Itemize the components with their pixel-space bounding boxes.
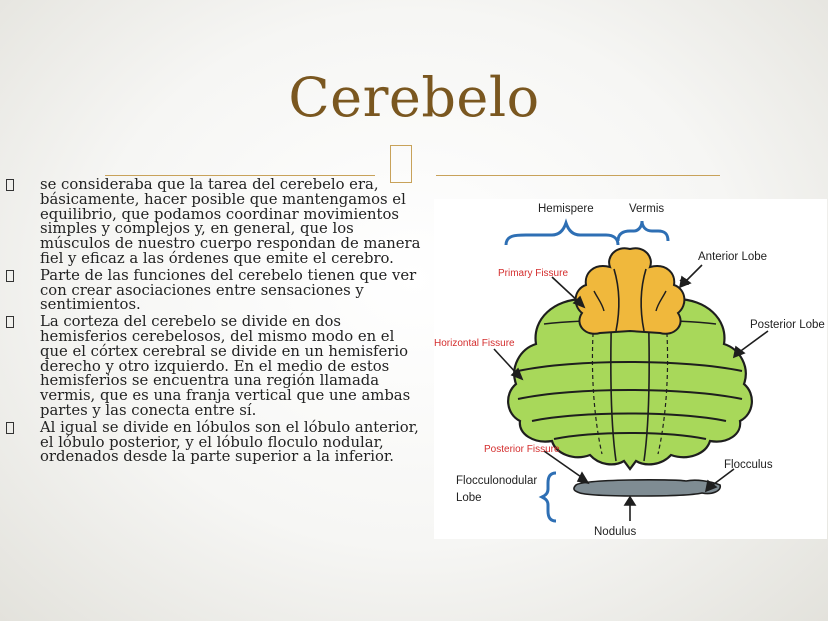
bullet-text: Al igual se divide en lóbulos son el lóbulo anterior, el lóbulo posterior, y el lóbulo floculo nodular, ordenados desde la parte superior a la inferior. [40, 418, 419, 466]
label-hemisphere: Hemispere [538, 203, 594, 215]
slide-title: Cerebelo [288, 66, 540, 129]
title-rule-right [436, 175, 720, 176]
anterior-lobe-shape [576, 248, 685, 334]
bullet-item [6, 266, 426, 314]
label-horizontal-fissure: Horizontal Fissure [434, 338, 515, 349]
bullet-icon [6, 179, 14, 191]
label-primary-fissure: Primary Fissure [498, 268, 569, 279]
hemisphere-brace [506, 223, 618, 245]
bullet-text: se consideraba que la tarea del cerebelo era, básicamente, hacer posible que mantengamos el equilibrio, que podamos coordinar movimientos simples y complejos y, en general, que los músculos de nuestro cuerpo respondan de manera fiel y eficaz a las órdenes que emite el cerebro. [40, 176, 421, 267]
bullet-item [6, 178, 426, 267]
bullet-item [6, 418, 426, 466]
label-posterior-lobe: Posterior Lobe [750, 319, 825, 331]
cerebellum-diagram-svg [434, 199, 827, 539]
flocculonodular-brace [542, 473, 556, 521]
flocculonodular-shape [574, 480, 720, 496]
label-flocculus: Flocculus [724, 459, 773, 471]
label-anterior-lobe: Anterior Lobe [698, 251, 768, 263]
bullet-icon [6, 270, 14, 282]
bullet-text: Parte de las funciones del cerebelo tienen que ver con crear asociaciones entre sensaciones y sentimientos. [40, 266, 417, 314]
label-nodulus: Nodulus [594, 526, 637, 538]
bullet-text: La corteza del cerebelo se divide en dos hemisferios cerebelosos, del mismo modo en el que el córtex cerebral se divide en un hemisferio derecho y otro izquierdo. En el medio de estos hemisferios se encuentra una región llamada vermis, que es una franja vertical que une ambas partes y las conecta entre sí. [40, 313, 411, 419]
label-vermis: Vermis [629, 203, 665, 215]
bullet-icon [6, 422, 14, 434]
bullet-item [6, 315, 426, 419]
bullet-list [6, 178, 426, 467]
bullet-icon [6, 316, 14, 328]
label-flocculonodular-lobe: Lobe [456, 492, 482, 504]
label-posterior-fissure: Posterior Fissure [484, 444, 560, 455]
vermis-brace [618, 221, 668, 241]
cerebellum-diagram [434, 199, 827, 539]
label-flocculonodular: Flocculonodular [456, 475, 538, 487]
